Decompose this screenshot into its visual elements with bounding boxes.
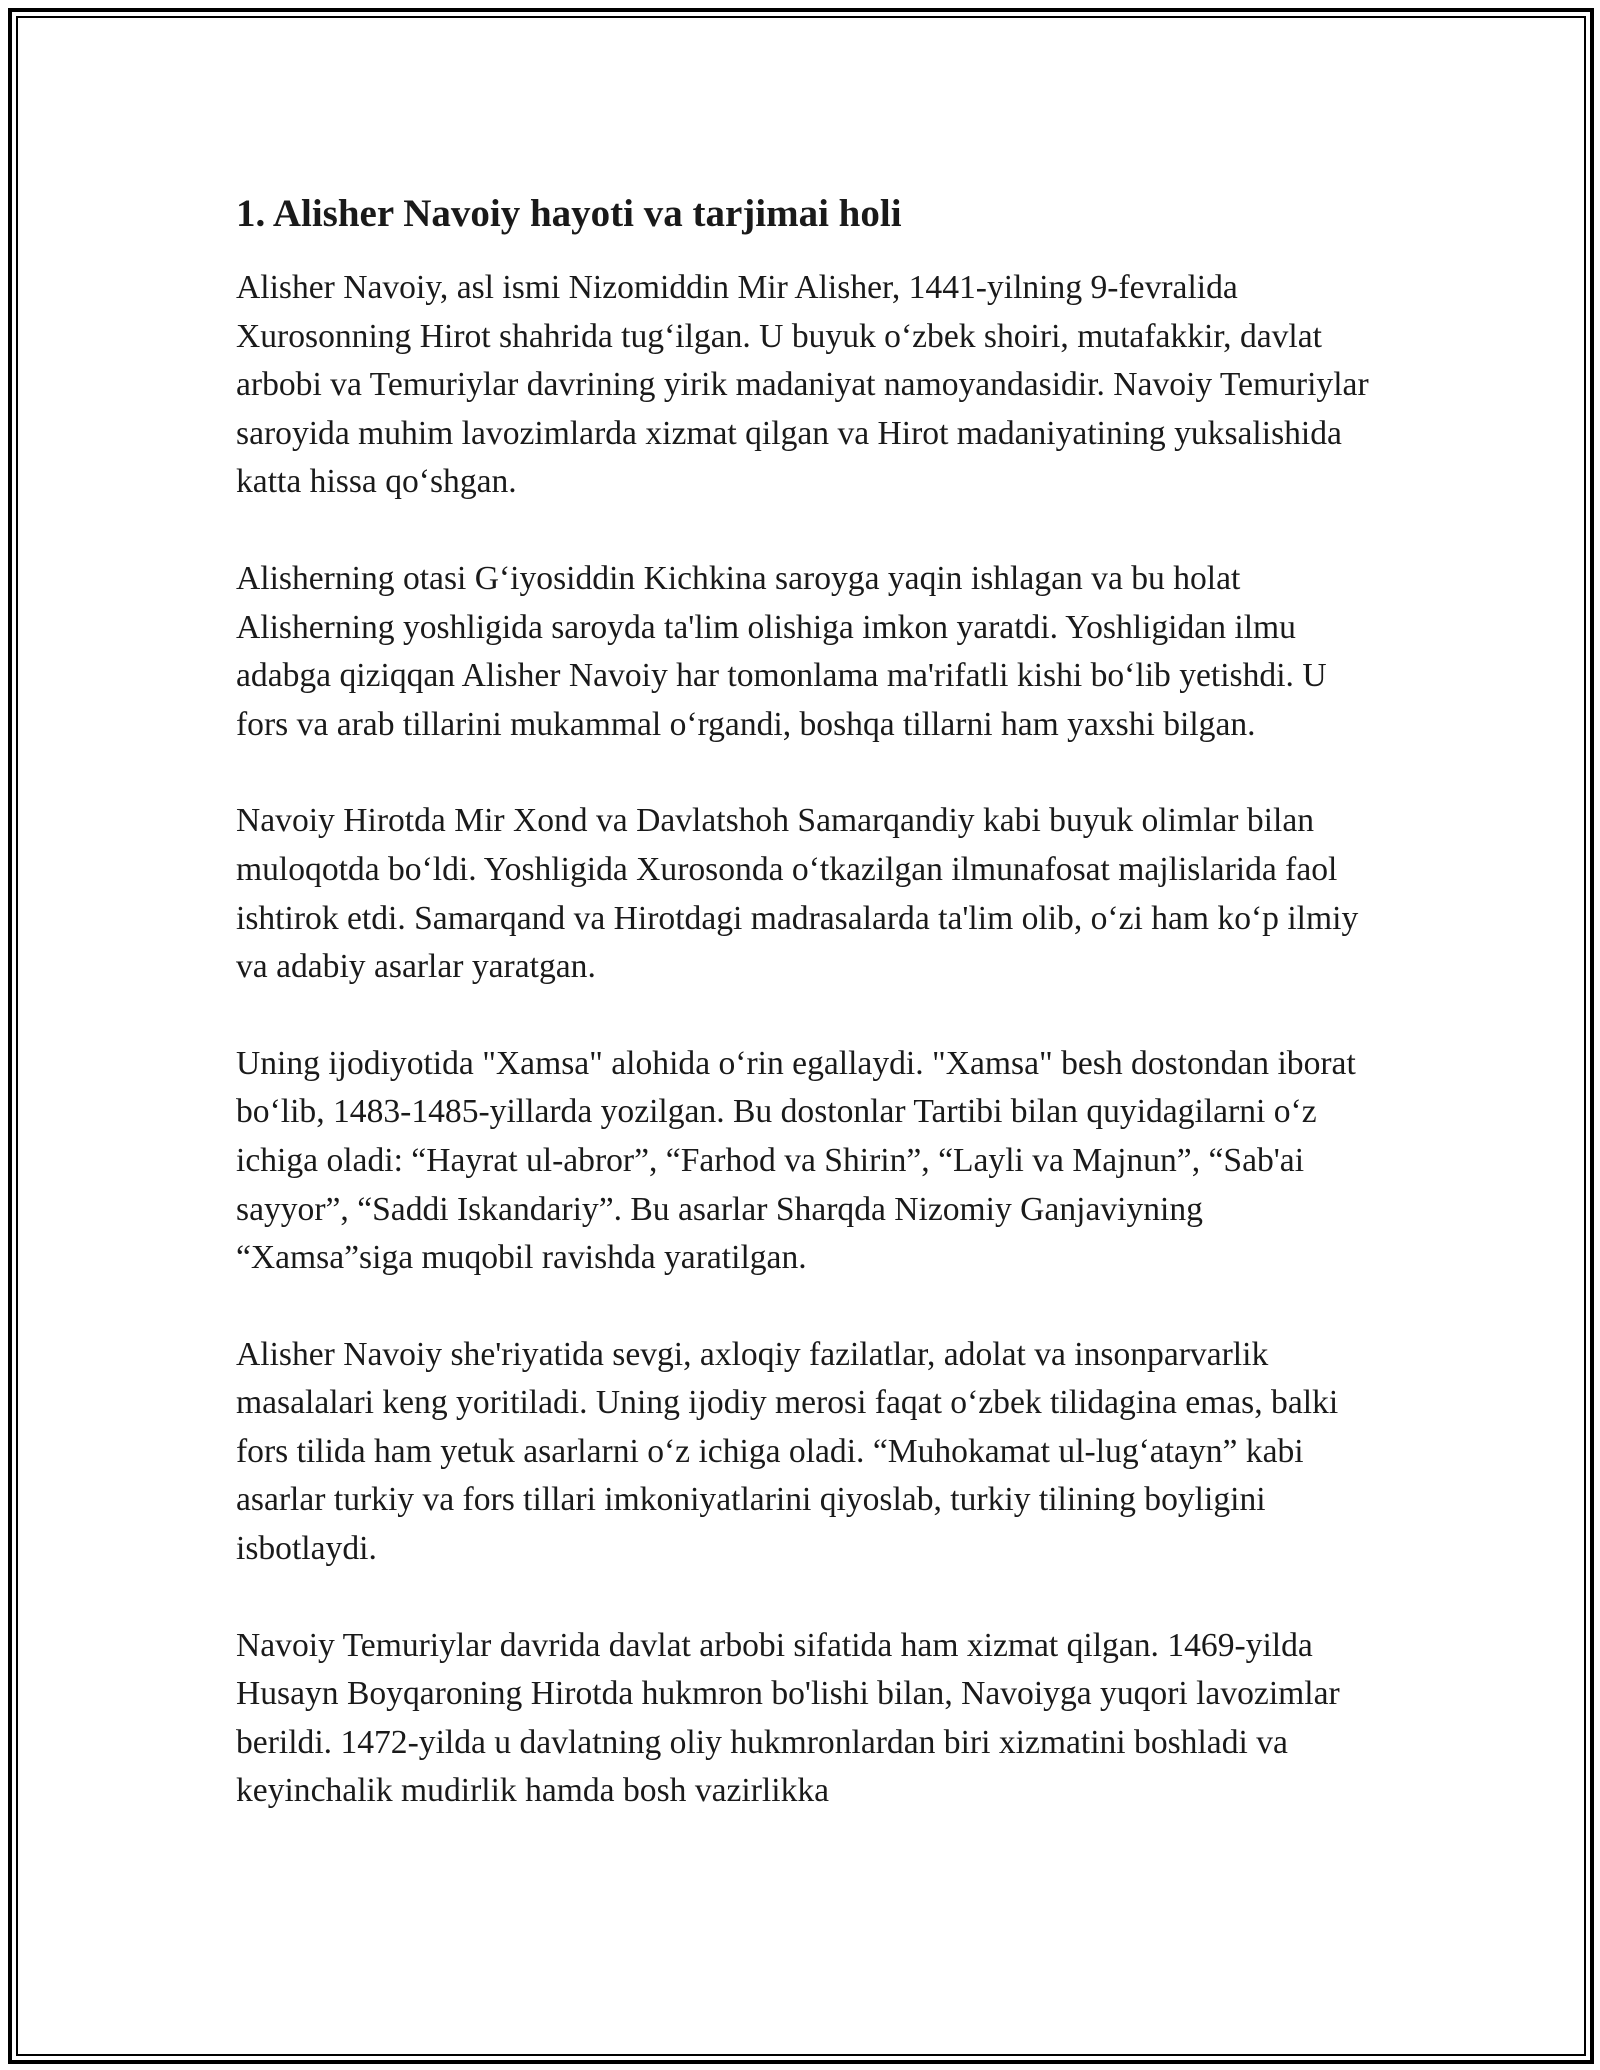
paragraph-4: Uning ijodiyotida "Xamsa" alohida o‘rin egallaydi. "Xamsa" besh dostondan iborat bo‘lib, 1483-1485-yillarda yozilgan. Bu dostonlar Tartibi bilan quyidagilarni o‘z ichiga oladi: “Hayrat ul-abror”, “Farhod va Shirin”, “Layli va Majnun”, “Sab'ai sayyor”, “Saddi Iskandariy”. Bu asarlar Sharqda Nizomiy Ganjaviyning “Xamsa”siga muqobil ravishda yaratilgan.	[236, 1044, 1356, 1277]
paragraph-3: Navoiy Hirotda Mir Xond va Davlatshoh Samarqandiy kabi buyuk olimlar bilan muloqotda bo‘ldi. Yoshligida Xurosonda o‘tkazilgan ilmunafosat majlislarida faol ishtirok etdi. Samarqand va Hirotdagi madrasalarda ta'lim olib, o‘zi ham ko‘p ilmiy va adabiy asarlar yaratgan.	[236, 802, 1359, 986]
paragraph-2: Alisherning otasi G‘iyosiddin Kichkina saroyga yaqin ishlagan va bu holat Alisherning yoshligida saroyda ta'lim olishiga imkon yaratdi. Yoshligidan ilmu adabga qiziqqan Alisher Navoiy har tomonlama ma'rifatli kishi bo‘lib yetishdi. U fors va arab tillarini mukammal o‘rgandi, boshqa tillarni ham yaxshi bilgan.	[236, 559, 1327, 743]
document-body	[236, 186, 1381, 1864]
paragraph-1: Alisher Navoiy, asl ismi Nizomiddin Mir Alisher, 1441-yilning 9-fevralida Xurosonning Hirot shahrida tug‘ilgan. U buyuk o‘zbek shoiri, mutafakkir, davlat arbobi va Temuriylar davrining yirik madaniyat namoyandasidir. Navoiy Temuriylar saroyida muhim lavozimlarda xizmat qilgan va Hirot madaniyatining yuksalishida katta hissa qo‘shgan.	[236, 269, 1369, 501]
paragraph-6: Navoiy Temuriylar davrida davlat arbobi sifatida ham xizmat qilgan. 1469-yilda Husayn Boyqaroning Hirotda hukmron bo'lishi bilan, Navoiyga yuqori lavozimlar berildi. 1472-yilda u davlatning oliy hukmronlardan biri xizmatini boshladi va keyinchalik mudirlik hamda bosh vazirlikka	[236, 1626, 1340, 1810]
paragraph-5: Alisher Navoiy she'riyatida sevgi, axloqiy fazilatlar, adolat va insonparvarlik masalalari keng yoritiladi. Uning ijodiy merosi faqat o‘zbek tilidagina emas, balki fors tilida ham yetuk asarlarni o‘z ichiga oladi. “Muhokamat ul-lug‘atayn” kabi asarlar turkiy va fors tillari imkoniyatlarini qiyoslab, turkiy tilining boyligini isbotlaydi.	[236, 1335, 1339, 1568]
section-heading: 1. Alisher Navoiy hayoti va tarjimai holi	[236, 192, 902, 235]
